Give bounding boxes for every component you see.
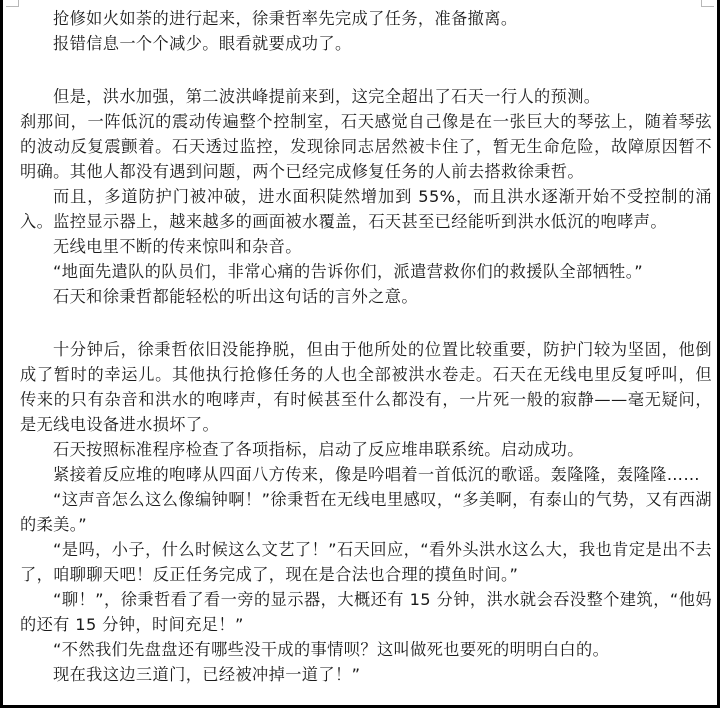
paragraph: “地面先遣队的队员们，非常心痛的告诉你们，派遣营救你们的救援队全部牺牲。” [53,262,644,281]
paragraph: 十分钟后，徐秉哲依旧没能挣脱，但由于他所处的位置比较重要，防护门较为坚固，他倒成了暂时的幸运儿。其他执行抢修任务的人也全部被洪水卷走。石天在无线电里反复呼叫，但传来的只有杂音和洪水的咆哮声，有时候甚至什么都没有，一片死一般的寂静——毫无疑问，是无线电设备进水损坏了。 [20,340,712,434]
paragraph: 但是，洪水加强，第二波洪峰提前来到，这完全超出了石天一行人的预测。 [53,87,601,106]
paragraph: “这声音怎么这么像编钟啊！”徐秉哲在无线电里感叹，“多美啊，有泰山的气势，又有西湖的柔美。” [20,490,712,534]
blank-line [20,56,712,84]
blank-line [20,309,712,337]
paragraph: 石天和徐秉哲都能轻松的听出这句话的言外之意。 [53,287,418,306]
paragraph: “是吗，小子，什么时候这么文艺了！”石天回应，“看外头洪水这么大，我也肯定是出不去了，咱聊聊天吧！反正任务完成了，现在是合法也合理的摸鱼时间。” [20,540,712,584]
paragraph: 刹那间，一阵低沉的震动传遍整个控制室，石天感觉自己像是在一张巨大的琴弦上，随着琴弦的波动反复震颤着。石天透过监控，发现徐同志居然被卡住了，暂无生命危险，故障原因暂不明确。其他人都没有遇到问题，两个已经完成修复任务的人前去搭救徐秉哲。 [20,112,712,181]
paragraph: “不然我们先盘盘还有哪些没干成的事情呗？这叫做死也要死的明明白白的。 [53,640,610,659]
paragraph: 现在我这边三道门，已经被冲掉一道了！” [53,665,361,684]
paragraph: “聊！”，徐秉哲看了看一旁的显示器，大概还有 15 分钟，洪水就会吞没整个建筑，“他妈的还有 15 分钟，时间充足！” [20,590,712,634]
paragraph: 而且，多道防护门被冲破，进水面积陡然增加到 55%，而且洪水逐渐开始不受控制的涌入。监控显示器上，越来越多的画面被水覆盖，石天甚至已经能听到洪水低沉的咆哮声。 [20,187,712,231]
paragraph: 抢修如火如荼的进行起来，徐秉哲率先完成了任务，准备撤离。 [53,9,518,28]
paragraph: 紧接着反应堆的咆哮从四面八方传来，像是吟唱着一首低沉的歌谣。轰隆隆，轰隆隆…… [53,465,700,484]
paragraph: 石天按照标准程序检查了各项指标，启动了反应堆串联系统。启动成功。 [53,440,584,459]
paragraph: 无线电里不断的传来惊叫和杂音。 [53,237,302,256]
document-body [20,6,712,687]
paragraph: 报错信息一个个减少。眼看就要成功了。 [53,34,352,53]
corner-mark-top-left [6,0,19,7]
